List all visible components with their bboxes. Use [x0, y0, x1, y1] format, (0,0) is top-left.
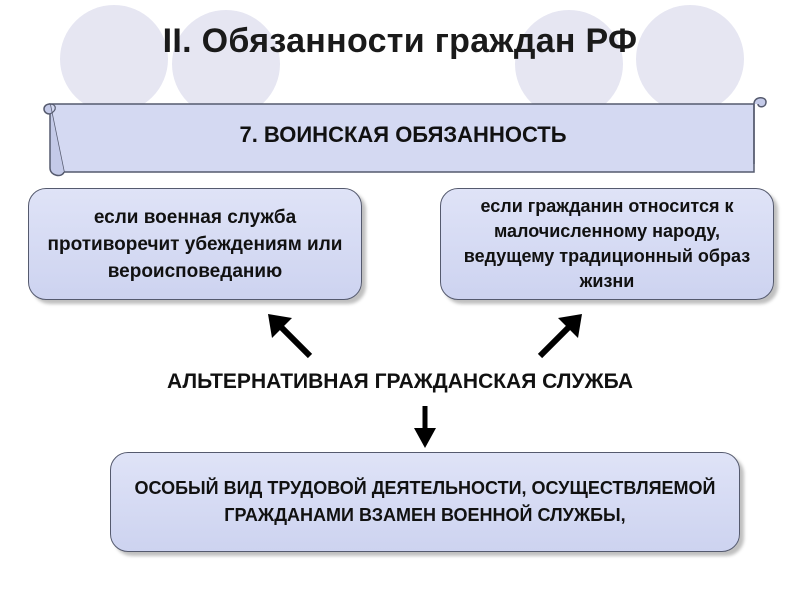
- condition-text: если военная служба противоречит убеждениям или вероисповеданию: [47, 206, 343, 282]
- condition-text: если гражданин относится к малочисленному народу, ведущему традиционный образ жизни: [463, 196, 751, 291]
- page-title: II. Обязанности граждан РФ: [162, 22, 638, 60]
- arrow-up-left-icon: [262, 312, 322, 362]
- arrow-up-right-icon: [528, 312, 588, 362]
- arrow-down-icon: [410, 404, 440, 450]
- condition-box-small-peoples: [440, 188, 774, 300]
- scroll-banner: [36, 94, 770, 182]
- alternative-service-label: АЛЬТЕРНАТИВНАЯ ГРАЖДАНСКАЯ СЛУЖБА: [166, 370, 634, 393]
- definition-text: ОСОБЫЙ ВИД ТРУДОВОЙ ДЕЯТЕЛЬНОСТИ, ОСУЩЕСТВЛЯЕМОЙ ГРАЖДАНАМИ ВЗАМЕН ВОЕННОЙ СЛУЖБЫ,: [134, 478, 716, 525]
- banner-title: 7. ВОИНСКАЯ ОБЯЗАННОСТЬ: [239, 122, 567, 147]
- condition-box-beliefs: [28, 188, 362, 300]
- definition-box: [110, 452, 740, 552]
